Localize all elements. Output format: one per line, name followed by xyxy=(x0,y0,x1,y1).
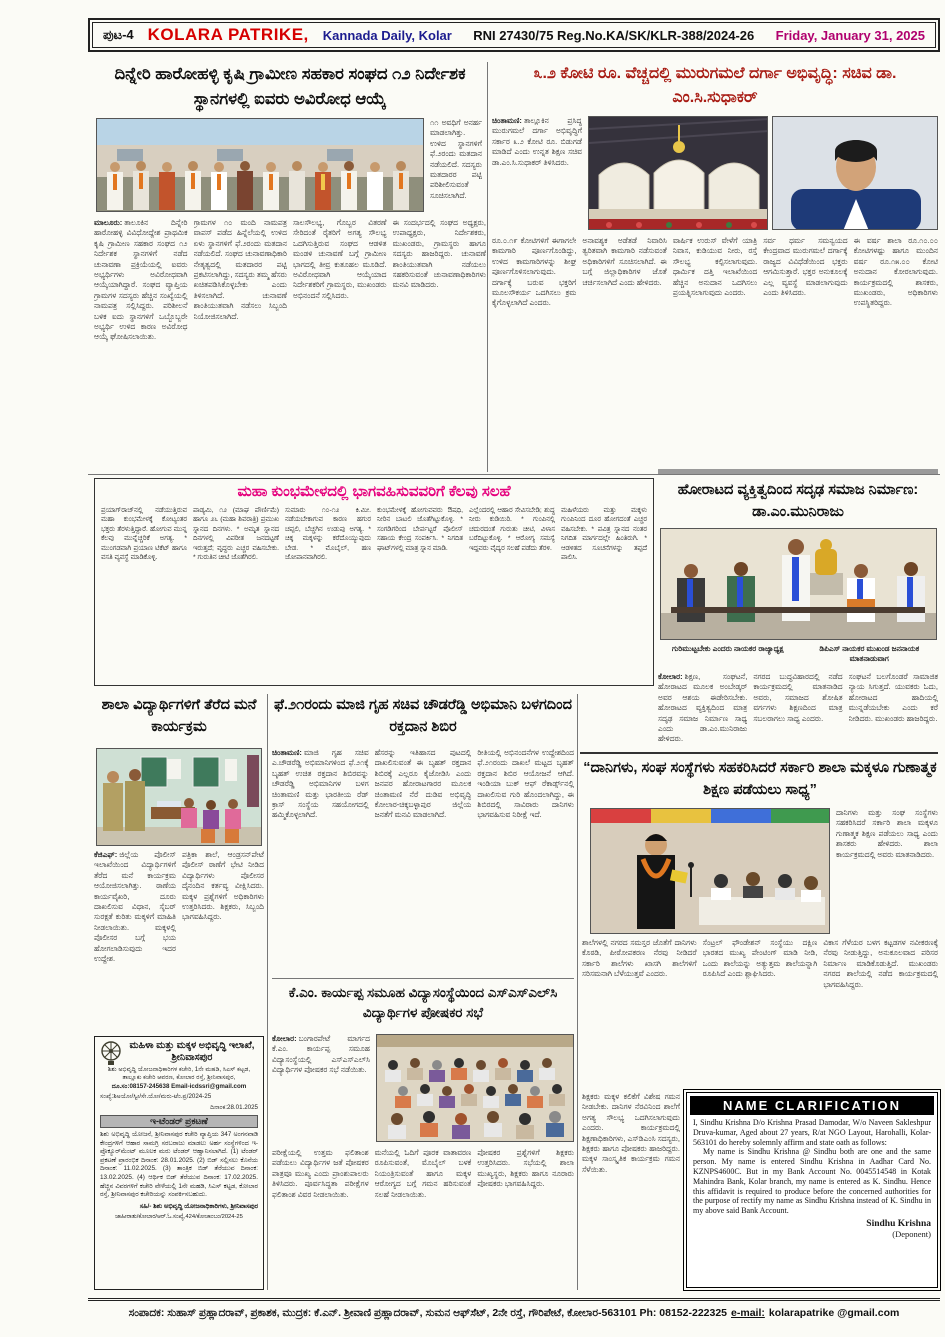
parents-col-3: ಪೋಷಕರ ಪ್ರಶ್ನೆಗಳಿಗೆ ಶಿಕ್ಷಕರು ಉತ್ತರಿಸಿದರು. ಸಭೆಯಲ್ಲಿ ಶಾಲಾ ಮುಖ್ಯಸ್ಥರು, ಶಿಕ್ಷಕರು ಹಾಗೂ ನೂರಾರು ಪೋಷಕರು ಭಾಗವಹಿಸಿದ್ದರು. xyxy=(477,1148,575,1189)
coop-col-3: ಸಾಲಸೌಲಭ್ಯ, ಗೊಬ್ಬರ ವಿತರಣೆ ಸೇರಿದಂತೆ ರೈತರಿಗೆ ಅಗತ್ಯ ಸೌಲಭ್ಯ ಒದಗಿಸುತ್ತಿರುವ ಸಂಘದ ಆಡಳಿತ ಮಂಡಳಿ ಚುನಾವಣೆ ಬಗ್ಗೆ ಗ್ರಾಮೀಣ ಭಾಗದಲ್ಲಿ ತೀವ್ರ ಕುತೂಹಲ ಮೂಡಿದೆ. ಅವಿರೋಧವಾಗಿ ಆಯ್ಕೆಯಾದ ನಿರ್ದೇಶಕರಿಗೆ ಗ್ರಾಮಸ್ಥರು, ಮುಖಂಡರು ಅಭಿನಂದನೆ ಸಲ್ಲಿಸಿದರು. xyxy=(293,218,387,300)
name-clarification-title: NAME CLARIFICATION xyxy=(690,1096,934,1115)
dargah-col-4: ಸರ್ವ ಧರ್ಮ ಸಮನ್ವಯದ ಕೇಂದ್ರವಾದ ಮುರುಗಮಲೆ ದರ್ಗಾಕ್ಕೆ ರಾಜ್ಯದ ವಿವಿಧೆಡೆಯಿಂದ ಭಕ್ತರು ಆಗಮಿಸುತ್ತಾರೆ. ಭಕ್ತರ ಅನುಕೂಲಕ್ಕೆ ಎಲ್ಲ ವ್ಯವಸ್ಥೆ ಮಾಡಲಾಗುವುದು ಎಂದು ತಿಳಿಸಿದರು. xyxy=(763,236,848,298)
struggle-col-1 xyxy=(658,672,747,748)
struggle-body xyxy=(658,672,938,748)
speech-photo-illustration xyxy=(591,809,830,934)
dargah-photo-illustration xyxy=(589,117,768,230)
body-text: ಬಂಗಾರಪೇಟೆ ಮಾರ್ಗದ ಕೆ.ಎಂ. ಕಾರ್ಯಪ್ಪ ಸಮೂಹ ವಿದ್ಯಾಸಂಸ್ಥೆಯಲ್ಲಿ ಎಸ್‌ಎಸ್‌ಎಲ್‌ಸಿ ವಿದ್ಯಾರ್ಥಿಗಳ ಪೋಷಕರ ಸಭೆ ನಡೆಯಿತು. xyxy=(272,1034,370,1075)
kumbh-col-1: ಪ್ರಯಾಗ್‌ರಾಜ್‌ನಲ್ಲಿ ನಡೆಯುತ್ತಿರುವ ಮಹಾ ಕುಂಭಮೇಳಕ್ಕೆ ಕೋಟ್ಯಂತರ ಭಕ್ತರು ತೆರಳುತ್ತಿದ್ದಾರೆ. ಹೋಗುವ ಮುನ್ನ ಕೆಲವು ಮುನ್ನೆಚ್ಚರಿಕೆ ಅಗತ್ಯ. * ಮುಂಗಡವಾಗಿ ಪ್ರಯಾಣ ಟಿಕೆಟ್ ಹಾಗೂ ವಸತಿ ವ್ಯವಸ್ಥೆ ಮಾಡಿಕೊಳ್ಳಿ. xyxy=(101,507,187,562)
dateline: ಚಿಂತಾಮಣಿ: xyxy=(272,748,302,757)
parents-col-1: ಪರೀಕ್ಷೆಯಲ್ಲಿ ಉತ್ತಮ ಫಲಿತಾಂಶ ಪಡೆಯಲು ವಿದ್ಯಾರ್ಥಿಗಳ ಜತೆ ಪೋಷಕರ ಪಾತ್ರವೂ ಮುಖ್ಯ ಎಂದು ಪ್ರಾಂಶುಪಾಲರು ತಿಳಿಸಿದರು. ಪೂರ್ವಸಿದ್ಧತಾ ಪರೀಕ್ಷೆಗಳ ಫಲಿತಾಂಶ ವಿವರ ನೀಡಲಾಯಿತು. xyxy=(272,1148,369,1199)
classroom-photo-illustration xyxy=(97,749,262,846)
deponent-signature: Sindhu Krishna xyxy=(866,1218,931,1229)
blood-col-3: ರೀತಿಯಲ್ಲಿ ಅಭಿನಂದನೆಗಳ ಉದ್ದೇಶದಿಂದ ಫೆ.೨೧ರಂದು ದಾಖಲೆ ಮಟ್ಟದ ಬೃಹತ್ ರಕ್ತದಾನ ಶಿಬಿರ ಆಯೋಜನೆ ಆಗಿದೆ. ಇಂಡಿಯಾ ಬುಕ್ ಆಫ್ ರೆಕಾರ್ಡ್ಸ್‌ನಲ್ಲಿ ದಾಖಲಿಸುವ ಗುರಿ ಹೊಂದಲಾಗಿದ್ದು, ಈ ಶಿಬಿರದಲ್ಲಿ ಸಾವಿರಾರು ದಾನಿಗಳು ಭಾಗವಹಿಸುವ ನಿರೀಕ್ಷೆ ಇದೆ. xyxy=(477,748,575,820)
heavy-rule xyxy=(580,752,938,754)
kumbh-col-4: ಕುಂಭಮೇಳಕ್ಕೆ ಹೋಗುವವರು ಔಷಧಿ, ನೀರಿನ ಬಾಟಲಿ ಜೊತೆಗಿಟ್ಟುಕೊಳ್ಳಿ. * ಸಂಗಡಿಗರಿಂದ ಬೇರ್ಪಟ್ಟರೆ ಪೊಲೀಸ್ ಸಹಾಯ ಕೇಂದ್ರ ಸಂಪರ್ಕಿಸಿ. * ನಿಗದಿತ ಘಾಟ್‌ಗಳಲ್ಲಿ ಮಾತ್ರ ಸ್ನಾನ ಮಾಡಿ. xyxy=(377,507,463,552)
photo-caption: ಡಿಪಿಎಸ್ ನಾಯಕರ ಮುಖಂಡ ಜನನಾಯಕ ಮಾತನಾಡುವಾಗ xyxy=(819,644,920,663)
portrait-illustration xyxy=(773,117,938,230)
coop-col-2: ಗ್ರಾಮಗಳ ೧೦ ಮಂದಿ ನಾಮಪತ್ರ ವಾಪಸ್ ಪಡೆದ ಹಿನ್ನೆಲೆಯಲ್ಲಿ ಉಳಿದ ಏಳು ಸ್ಥಾನಗಳಿಗೆ ಫೆ.೨ರಂದು ಮತದಾನ ನಡೆಯಲಿದೆ. ಸಂಘದ ಚುನಾವಣಾಧಿಕಾರಿ ನೇತೃತ್ವದಲ್ಲಿ ಮತದಾರರ ಪಟ್ಟಿ ಪ್ರಕಟಿಸಲಾಗಿದ್ದು, ಸದಸ್ಯರು ತಮ್ಮ ಹೆಸರು ಖಚಿತಪಡಿಸಿಕೊಳ್ಳಬೇಕು ಎಂದು ತಿಳಿಸಲಾಗಿದೆ. ಚುನಾವಣೆ ಶಾಂತಿಯುತವಾಗಿ ನಡೆಸಲು ಸಿಬ್ಬಂದಿ ನಿಯೋಜಿಸಲಾಗಿದೆ. xyxy=(193,218,287,321)
kumbh-col-3: ಸುಮಾರು ೧೦-೧೨ ಕಿ.ಮೀ. ನಡೆಯಬೇಕಾಗುವ ಕಾರಣ ಹಗುರ ಚಪ್ಪಲಿ, ಬೆಚ್ಚಗಿನ ಉಡುಪು ಅಗತ್ಯ. * ಚಿಕ್ಕ ಮಕ್ಕಳನ್ನು ಕರೆದೊಯ್ಯುವುದು ಬೇಡ. * ಮೊಬೈಲ್, ಹಣ ಜೋಪಾನವಾಗಿರಲಿ. xyxy=(285,507,371,562)
blood-body xyxy=(272,748,574,974)
issue-date: Friday, January 31, 2025 xyxy=(775,27,925,43)
parents-intro xyxy=(272,1034,370,1144)
column-rule xyxy=(577,694,578,1290)
tender-address: ಶಿಶು ಅಭಿವೃದ್ಧಿ ಯೋಜನಾಧಿಕಾರಿಗಳ ಕಚೇರಿ, 1ನೇ ಮಹಡಿ, ಸಿಎಸ್ ಕಟ್ಟಡ, ತಾಲ್ಲೂಕು ಕಚೇರಿ ಆವರಣ, ಕೋಲಾರ ರಸ್ತೆ, ಶ್ರೀನಿವಾಸಪುರ, xyxy=(107,1066,251,1082)
struggle-col-2: ನಗರದ ಬುದ್ಧವಿಹಾರದಲ್ಲಿ ನಡೆದ ಕಾರ್ಯಕ್ರಮದಲ್ಲಿ ಮಾತನಾಡಿದ ಅವರು, ಸಮಾಜದ ಶೋಷಿತ ವರ್ಗಗಳು ಶಿಕ್ಷಣದಿಂದ ಮಾತ್ರ ಸಬಲರಾಗಲು ಸಾಧ್ಯ ಎಂದರು. xyxy=(753,672,843,723)
headline-blood-camp: ಫೆ.೨೧ರಂದು ಮಾಜಿ ಗೃಹ ಸಚಿವ ಚೌಡರೆಡ್ಡಿ ಅಭಿಮಾನಿ ಬಳಗದಿಂದ ರಕ್ತದಾನ ಶಿಬಿರ xyxy=(274,697,572,735)
parents-col-2: ಮನೆಯಲ್ಲಿ ಓದಿಗೆ ಪೂರಕ ವಾತಾವರಣ ರೂಪಿಸುವಂತೆ, ಮೊಬೈಲ್ ಬಳಕೆ ನಿಯಂತ್ರಿಸುವಂತೆ ಹಾಗೂ ಮಕ್ಕಳ ಆರೋಗ್ಯದ ಬಗ್ಗೆ ಗಮನ ಹರಿಸುವಂತೆ ಸಲಹೆ ನೀಡಲಾಯಿತು. xyxy=(374,1148,472,1199)
parents-meeting-photo xyxy=(376,1034,574,1142)
affidavit-paragraph-1: I, Sindhu Krishna D/o Krishna Prasad Damodar, W/o Naveen Sakleshpur Druva-kumar, Aged about 27 years, R/at NGO Layout, Harohalli, Kolar-563101 do hereby solemnly affirm and state oath as follows: xyxy=(693,1118,931,1147)
openhouse-col-2: ಪತ್ರಿಕಾ ಶಾಲೆ, ಆಂಡ್ರಸನ್‌ಪೇಟೆ ಪೊಲೀಸ್ ಠಾಣೆಗೆ ಭೇಟಿ ನೀಡಿದ ವಿದ್ಯಾರ್ಥಿಗಳು ಪೊಲೀಸರ ದೈನಂದಿನ ಕರ್ತವ್ಯ ವೀಕ್ಷಿಸಿದರು. ಮಕ್ಕಳ ಪ್ರಶ್ನೆಗಳಿಗೆ ಅಧಿಕಾರಿಗಳು ಉತ್ತರಿಸಿದರು. ಶಿಕ್ಷಕರು, ಸಿಬ್ಬಂದಿ ಭಾಗವಹಿಸಿದ್ದರು. xyxy=(182,850,264,922)
parents-body xyxy=(272,1148,574,1288)
openhouse-col-1 xyxy=(94,850,176,1030)
newspaper-title: KOLARA PATRIKE, xyxy=(147,25,309,44)
openhouse-body xyxy=(94,850,264,1030)
dargah-col-5: ಈ ವರ್ಷ ಶಾಲಾ ರೂ.೧೦.೦೦ ಕೋಟಿಗಳಷ್ಟು ಹಾಗೂ ಮುಂದಿನ ವರ್ಷ ರೂ.೧೫.೦೦ ಕೋಟಿ ಅನುದಾನ ಕೋರಲಾಗುವುದು. ಕಾರ್ಯಕ್ರಮದಲ್ಲಿ ಶಾಸಕರು, ಮುಖಂಡರು, ಅಧಿಕಾರಿಗಳು ಉಪಸ್ಥಿತರಿದ್ದರು. xyxy=(853,236,939,308)
dateline: ಕೆಜಿಎಫ್: xyxy=(94,850,118,859)
quote-body xyxy=(582,938,938,1088)
meeting-photo-illustration xyxy=(661,529,937,640)
coop-body xyxy=(94,218,486,470)
quote-col-1: ಶಾಲೆಗಳಲ್ಲಿ ನಗರದ ಸಮಸ್ತರ ಜೊತೆಗೆ ದಾನಿಗಳು ಕೊಠಡಿ, ಪೀಠೋಪಕರಣ ನೆರವು ನೀಡಿದರೆ ಸರ್ಕಾರಿ ಶಾಲೆಗಳು ಖಾಸಗಿ ಶಾಲೆಗಳಿಗೆ ಸರಿಸಮನಾಗಿ ಬೆಳೆಯುತ್ತವೆ ಎಂದರು. xyxy=(582,938,697,979)
kumbh-col-2: ಪಾಡ್ಯಮಿ, ೧೨ (ಮಾಘ ಪೌರ್ಣಿಮೆ) ಹಾಗೂ ೨೬ (ಮಹಾ ಶಿವರಾತ್ರಿ) ಪ್ರಮುಖ ಸ್ನಾನದ ದಿನಗಳು. * ಅಮೃತ ಸ್ನಾನದ ದಿನಗಳಲ್ಲಿ ವಿಪರೀತ ಜನದಟ್ಟಣೆ ಇರುತ್ತದೆ; ವೃದ್ಧರು ಎಚ್ಚರ ವಹಿಸಬೇಕು. * ಗುರುತಿನ ಚೀಟಿ ಜೊತೆಗಿರಲಿ. xyxy=(193,507,279,562)
dateline: ಕೋಲಾರ: xyxy=(658,672,683,681)
kumbh-col-5: ಎಲ್ಲೆಂದರಲ್ಲಿ ಆಹಾರ ಸೇವಿಸಬೇಡಿ; ಶುದ್ಧ ನೀರು ಕುಡಿಯಿರಿ. * ಗುಂಪಿನಲ್ಲಿ ಚದುರದಂತೆ ಗುರುತು ಚೀಟಿ, ವಿಳಾಸ ಬರೆದಿಟ್ಟುಕೊಳ್ಳಿ. * ಆರೋಗ್ಯ ಸಮಸ್ಯೆ ಇದ್ದವರು ವೈದ್ಯರ ಸಲಹೆ ಪಡೆದು ತೆರಳಿ. xyxy=(469,507,555,552)
quote-col-2: ಸೆಂಟ್ರಲ್ ಫೌಂಡೇಶನ್ ಸಂಸ್ಥೆಯು ದಕ್ಷಿಣ ಭಾರತದ ಮುಖ್ಯ ಪೇಂಟಿಂಗ್ ಮಾಡಿ ನೀಡಿ, ಒಂದು ಶಾಲೆಯನ್ನು ಅತ್ಯುತ್ತಮ ಶಾಲೆಯನ್ನಾಗಿ ರೂಪಿಸಿದೆ ಎಂದು ಶ್ಲಾಘಿಸಿದರು. xyxy=(702,938,818,979)
tender-ref-date: ದಿನಾಂಕ:28.01.2025 xyxy=(210,1103,258,1111)
headline-kumbh: ಮಹಾ ಕುಂಭಮೇಳದಲ್ಲಿ ಭಾಗವಹಿಸುವವರಿಗೆ ಕೆಲವು ಸಲಹೆ xyxy=(237,483,511,500)
struggle-captions xyxy=(660,644,937,668)
body-text: ತಾಲ್ಲೂಕಿನ ಪ್ರಸಿದ್ಧ ಮುರುಗಮಲೆ ದರ್ಗಾ ಅಭಿವೃದ್ಧಿಗೆ ಸರ್ಕಾರ ೩.೨ ಕೋಟಿ ರೂ. ಬಿಡುಗಡೆ ಮಾಡಿದೆ ಎಂದು ಉನ್ನತ ಶಿಕ್ಷಣ ಸಚಿವ ಡಾ.ಎಂ.ಸಿ.ಸುಧಾಕರ್ ತಿಳಿಸಿದರು. xyxy=(492,116,582,167)
name-clarification-box xyxy=(686,1092,938,1288)
body-text: ಶಿಕ್ಷಣ, ಸಂಘಟನೆ, ಹೋರಾಟದ ಮೂಲಕ ಅಂಬೇಡ್ಕರ್ ಅವರ ಆಶಯ ಈಡೇರಿಸಬೇಕು. ಹೋರಾಟದ ವ್ಯಕ್ತಿತ್ವದಿಂದ ಮಾತ್ರ ಸದೃಢ ಸಮಾಜ ನಿರ್ಮಾಣ ಸಾಧ್ಯ ಎಂದು ಡಾ.ಎಂ.ಮುನಿರಾಜು ಹೇಳಿದರು. xyxy=(658,672,748,744)
government-emblem-icon xyxy=(100,1040,122,1066)
kumbh-advice-box xyxy=(94,478,654,686)
column-rule xyxy=(267,694,268,1290)
section-rule xyxy=(88,474,940,475)
kumbh-body xyxy=(101,506,647,680)
blood-col-2: ಹೆಸರನ್ನು ಇತಿಹಾಸದ ಪುಟದಲ್ಲಿ ದಾಖಲಿಸುವಂತೆ ಈ ಬೃಹತ್ ರಕ್ತದಾನ ಶಿಬಿರಕ್ಕೆ ಎಲ್ಲರೂ ಕೈಜೋಡಿಸಿ ಎಂದು ಜನಪರ ಹೋರಾಟಗಾರರ ಮೂಲಕ ಚಿಂತಾಮಣಿ ನೆರೆ ದುಡಿವ ಅಭಿವೃದ್ಧಿ ಕೋಲಾರ-ಚಿಕ್ಕಬಳ್ಳಾಪುರ ಜಿಲ್ಲೆಯ ಜನತೆಗೆ ಮನವಿ ಮಾಡಲಾಗಿದೆ. xyxy=(374,748,472,820)
group-photo-illustration xyxy=(97,119,424,212)
tender-title: ಮಹಿಳಾ ಮತ್ತು ಮಕ್ಕಳ ಅಭಿವೃದ್ಧಿ ಇಲಾಖೆ, ಶ್ರೀನಿವಾಸಪುರ xyxy=(129,1040,255,1063)
imprint-text: ಸಂಪಾದಕ: ಸುಹಾಸ್ ಪ್ರಹ್ಲಾದರಾವ್, ಪ್ರಕಾಶಕ, ಮುದ್ರಕ: ಕೆ.ಎನ್. ಶ್ರೀವಾಣಿ ಪ್ರಹ್ಲಾದರಾವ್, ಸುಮನ ಆಫ್‌ಸೆಟ್, 2ನೇ ರಸ್ತೆ, ಗೌರಿಪೇಟೆ, ಕೋಲಾರ-563101 Ph: 08152-222325 xyxy=(128,1306,728,1319)
quote-side-col: ದಾನಿಗಳು ಮತ್ತು ಸಂಘ ಸಂಸ್ಥೆಗಳು ಸಹಕರಿಸಿದರೆ ಸರ್ಕಾರಿ ಶಾಲಾ ಮಕ್ಕಳೂ ಗುಣಾತ್ಮಕ ಶಿಕ್ಷಣ ಪಡೆಯಲು ಸಾಧ್ಯ ಎಂದು ಶಾಸಕರು ಹೇಳಿದರು. ಶಾಲಾ ಕಾರ್ಯಕ್ರಮದಲ್ಲಿ ಅವರು ಮಾತನಾಡಿದರು. xyxy=(836,808,938,859)
blood-col-1 xyxy=(272,748,369,974)
name-clarification-body xyxy=(693,1118,931,1216)
headline-struggle: ಹೋರಾಟದ ವ್ಯಕ್ತಿತ್ವದಿಂದ ಸದೃಢ ಸಮಾಜ ನಿರ್ಮಾಣ: ಡಾ.ಎಂ.ಮುನಿರಾಜು xyxy=(677,482,919,520)
speech-photo xyxy=(590,808,830,934)
dateline: ಚಿಂತಾಮಣಿ: xyxy=(492,116,522,125)
rni-registration: RNI 27430/75 Reg.No.KA/SK/KLR-388/2024-26 xyxy=(473,27,755,43)
tender-body: ಶಿಶು ಅಭಿವೃದ್ಧಿ ಯೋಜನೆ, ಶ್ರೀನಿವಾಸಪುರ ಕಚೇರಿ ವ್ಯಾಪ್ತಿಯ 347 ಅಂಗನವಾಡಿ ಕೇಂದ್ರಗಳಿಗೆ ಆಹಾರ ಸಾಮಗ್ರಿ ಸರಬರಾಜು ಮಾಡಲು ಅರ್ಹ ಸಂಸ್ಥೆಗಳಿಂದ ಇ-ಪ್ರೊಕ್ಯೂರ್‌ಮೆಂಟ್ ಮೂಲಕ ಮರು ಟೆಂಡರ್ ಆಹ್ವಾನಿಸಲಾಗಿದೆ. (1) ಟೆಂಡರ್ ಪ್ರಕಟಣೆ ಪ್ರಾರಂಭಿಕ ದಿನಾಂಕ: 28.01.2025. (2) ಬಿಡ್ ಸಲ್ಲಿಸಲು ಕೊನೆಯ ದಿನಾಂಕ: 11.02.2025. (3) ತಾಂತ್ರಿಕ ಬಿಡ್ ತೆರೆಯುವ ದಿನಾಂಕ: 13.02.2025. (4) ಆರ್ಥಿಕ ಬಿಡ್ ತೆರೆಯುವ ದಿನಾಂಕ: 17.02.2025. ಹೆಚ್ಚಿನ ವಿವರಗಳಿಗೆ ಕಚೇರಿ ವೇಳೆಯಲ್ಲಿ 1ನೇ ಮಹಡಿ, ಸಿಎಸ್ ಕಟ್ಟಡ, ಕೋಲಾರ ರಸ್ತೆ, ಶ್ರೀನಿವಾಸಪುರ ಕಚೇರಿಯನ್ನು ಸಂಪರ್ಕಿಸಬಹುದು. xyxy=(100,1131,258,1199)
coop-col-4: ಈ ಸಂದರ್ಭದಲ್ಲಿ ಸಂಘದ ಅಧ್ಯಕ್ಷರು, ಉಪಾಧ್ಯಕ್ಷರು, ನಿರ್ದೇಶಕರು, ಮುಖಂಡರು, ಗ್ರಾಮಸ್ಥರು ಹಾಗೂ ಸದಸ್ಯರು ಹಾಜರಿದ್ದರು. ಚುನಾವಣೆ ಶಾಂತಿಯುತವಾಗಿ ನಡೆಯಲು ಸಹಕರಿಸುವಂತೆ ಚುನಾವಣಾಧಿಕಾರಿಗಳು ಮನವಿ ಮಾಡಿದರು. xyxy=(392,218,486,290)
struggle-col-3: ಸಂಘಟನೆ ಬಲಗೊಂಡರೆ ಸಾಮಾಜಿಕ ನ್ಯಾಯ ಸಿಗುತ್ತದೆ. ಯುವಕರು ಓದು, ಹೋರಾಟದ ಹಾದಿಯಲ್ಲಿ ಮುನ್ನಡೆಯಬೇಕು ಎಂದು ಕರೆ ನೀಡಿದರು. ಮುಖಂಡರು ಹಾಜರಿದ್ದರು. xyxy=(848,672,938,723)
coop-side-note: ೧೧ ಅವಧಿಗೆ ಅನರ್ಹ ಮಾಡಲಾಗಿತ್ತು. ಉಳಿದ ಸ್ಥಾನಗಳಿಗೆ ಫೆ.೨ರಂದು ಮತದಾನ ನಡೆಯಲಿದೆ. ಸದಸ್ಯರು ಮತದಾರರ ಪಟ್ಟಿ ಪರಿಶೀಲಿಸುವಂತೆ ಸೂಚಿಸಲಾಗಿದೆ. xyxy=(430,118,482,200)
ambedkarite-meeting-photo xyxy=(660,528,937,640)
dateline: ಮಾಲೂರು: xyxy=(94,218,123,227)
tender-ref-row xyxy=(100,1093,258,1102)
dargah-body xyxy=(492,236,938,470)
masthead-bar xyxy=(88,18,940,52)
coop-group-photo xyxy=(96,118,424,212)
minister-portrait-photo xyxy=(772,116,938,230)
affidavit-paragraph-2: My name is Sindhu Krishna @ Sindhu both are one and the same person. My name is entered Sindhu Krishna in Aadhar Card No. KZNPS4600C. But in my Bank Account No. 0045514548 in Kotak Mahindra Bank, Kolar branch, my name is entered as K. Sindhu. Hence this affidavit is required to produce before the concerned authorities for the purpose of rectify my name as Sindhu Krishna instead of K. Sindhu in my above said Bank Account. xyxy=(693,1147,931,1216)
dargah-col-2: ಅನಾವಶ್ಯಕ ಅಡೆತಡೆ ನಿವಾರಿಸಿ ತ್ವರಿತವಾಗಿ ಕಾಮಗಾರಿ ನಡೆಸುವಂತೆ ಅಧಿಕಾರಿಗಳಿಗೆ ಸೂಚಿಸಲಾಗಿದೆ. ಈ ಬಗ್ಗೆ ಜಿಲ್ಲಾಧಿಕಾರಿಗಳ ಜೊತೆ ಚರ್ಚಿಸಲಾಗಿದೆ ಎಂದು ಹೇಳಿದರು. xyxy=(582,236,667,287)
section-band xyxy=(658,469,938,474)
tender-ref-number: ಸಂಖ್ಯೆ:ಶಿಅಯೋ/ಸ್ವೀ/ಸೇ.ಯೋ/ಮರು-ಟೆಂ.ಪ್ರ/2024-25 xyxy=(100,1093,212,1101)
tender-section-title: ಇ-ಟೆಂಡರ್ ಪ್ರಕಟಣೆ xyxy=(100,1115,258,1128)
body-text: ತಾಲೂಕಿನ ದಿನ್ನೇರಿ ಹಾರೋಹಳ್ಳಿ ವಿವಿಧೋದ್ದೇಶ ಪ್ರಾಥಮಿಕ ಕೃಷಿ ಗ್ರಾಮೀಣ ಸಹಕಾರ ಸಂಘದ ೧೨ ನಿರ್ದೇಶಕ ಸ್ಥಾನಗಳಿಗೆ ನಡೆದ ಚುನಾವಣಾ ಪ್ರಕ್ರಿಯೆಯಲ್ಲಿ ಐವರು ಅಭ್ಯರ್ಥಿಗಳು ಅವಿರೋಧವಾಗಿ ಆಯ್ಕೆಯಾಗಿದ್ದಾರೆ. ಸಂಘದ ವ್ಯಾಪ್ತಿಯ ಗ್ರಾಮಗಳ ಸದಸ್ಯರು ಹೆಚ್ಚಿನ ಸಂಖ್ಯೆಯಲ್ಲಿ ನಾಮಪತ್ರ ಸಲ್ಲಿಸಿದ್ದರು. ಪರಿಶೀಲನೆ ಬಳಿಕ ಐದು ಸ್ಥಾನಗಳಿಗೆ ಒಬ್ಬೊಬ್ಬರೇ ಅಭ್ಯರ್ಥಿ ಉಳಿದ ಕಾರಣ ಅವಿರೋಧ ಆಯ್ಕೆ ಘೋಷಿಸಲಾಯಿತು. xyxy=(94,218,188,342)
headline-quote: “ದಾನಿಗಳು, ಸಂಘ ಸಂಸ್ಥೆಗಳು ಸಹಕರಿಸಿದರೆ ಸರ್ಕಾರಿ ಶಾಲಾ ಮಕ್ಕಳೂ ಗುಣಾತ್ಮಕ ಶಿಕ್ಷಣ ಪಡೆಯಲು ಸಾಧ್ಯ” xyxy=(583,760,937,798)
imprint-line xyxy=(88,1298,940,1322)
tender-footer-ref: ಜಾಹೀರಾತು/ಕೋಲಾರ/ಆರ್.ಓ.ಸಂಖ್ಯೆ,424/ಕೋಚಾಂಬಂ/2024-25 xyxy=(115,1214,243,1221)
column-rule xyxy=(487,62,488,472)
newspaper-subtitle: Kannada Daily, Kolar xyxy=(322,27,452,43)
dargah-interior-photo xyxy=(588,116,768,230)
masthead-row xyxy=(92,22,936,48)
tender-header xyxy=(100,1040,258,1066)
body-text: ಮಾಜಿ ಗೃಹ ಸಚಿವ ಎ.ಚೌಡರೆಡ್ಡಿ ಅಭಿಮಾನಿಗಳಿಂದ ಫೆ.೨೧ಕ್ಕೆ ಬೃಹತ್ ಉಚಿತ ರಕ್ತದಾನ ಶಿಬಿರವನ್ನು ಚೌಡರೆಡ್ಡಿ ಅಭಿಮಾನಿಗಳ ಬಳಗ ಚಿಂತಾಮಣಿ ಮತ್ತು ಭಾರತೀಯ ರೆಡ್ ಕ್ರಾಸ್ ಸಂಸ್ಥೆಯ ಸಹಯೋಗದಲ್ಲಿ ಹಮ್ಮಿಕೊಳ್ಳಲಾಗಿದೆ. xyxy=(272,748,369,820)
police-open-house-photo xyxy=(96,748,262,846)
crowd-photo-illustration xyxy=(377,1035,574,1142)
tender-signature: ಸಹಿ/- ಶಿಶು ಅಭಿವೃದ್ಧಿ ಯೋಜನಾಧಿಕಾರಿಗಳು, ಶ್ರೀನಿವಾಸಪುರ xyxy=(139,1202,258,1210)
deponent-label: (Deponent) xyxy=(892,1228,931,1239)
headline-parents-meet: ಕೆ.ಎಂ. ಕಾರ್ಯಪ್ಪ ಸಮೂಹ ವಿದ್ಯಾಸಂಸ್ಥೆಯಿಂದ ಎಸ್‌ಎಸ್‌ಎಲ್‌ಸಿ ವಿದ್ಯಾರ್ಥಿಗಳ ಪೋಷಕರ ಸಭೆ xyxy=(288,985,558,1020)
quote-col-3: ವಿಕಾಸ ಗೆಳೆಯರ ಬಳಗ ಕಟ್ಟಡಗಳ ನವೀಕರಣಕ್ಕೆ ನೆರವು ನೀಡುತ್ತಿದ್ದು, ಅನುಕೂಲವಾದ ಪರಿಸರ ನಿರ್ಮಾಣ ಮಾಡಿಕೊಡುತ್ತಿದೆ. ಮುಖಂಡರು ನಗರದ ಶಾಲೆಯಲ್ಲಿ ನಡೆದ ಕಾರ್ಯಕ್ರಮದಲ್ಲಿ ಭಾಗವಹಿಸಿದ್ದರು. xyxy=(823,938,939,989)
photo-caption: ಗುರಿಮುಟ್ಟಬೇಕು ಎಂದರು ನಾಯಕರ ರಾಜ್ಯಾಧ್ಯಕ್ಷ xyxy=(671,644,784,653)
tender-ref-date-row xyxy=(100,1104,258,1113)
kumbh-col-6: ಮಹಿಳೆಯರು ಮತ್ತು ಮಕ್ಕಳು ಗುಂಪಿನಿಂದ ದೂರ ಹೋಗದಂತೆ ಎಚ್ಚರ ವಹಿಸಬೇಕು. * ಪವಿತ್ರ ಸ್ನಾನದ ನಂತರ ನಿಗದಿತ ಮಾರ್ಗದಲ್ಲೇ ಹಿಂತಿರುಗಿ. * ಆಡಳಿತದ ಸೂಚನೆಗಳನ್ನು ತಪ್ಪದೆ ಪಾಲಿಸಿ. xyxy=(561,507,647,562)
section-rule xyxy=(272,978,574,979)
headline-coop-election: ದಿನ್ನೇರಿ ಹಾರೋಹಳ್ಳಿ ಕೃಷಿ ಗ್ರಾಮೀಣ ಸಹಕಾರ ಸಂಘದ ೧೨ ನಿರ್ದೇಶಕ ಸ್ಥಾನಗಳಲ್ಲಿ ಐವರು ಅವಿರೋಧ ಆಯ್ಕೆ xyxy=(114,65,466,108)
body-text: ಜಿಲ್ಲೆಯ ಪೊಲೀಸ್ ಇಲಾಖೆಯಿಂದ ವಿದ್ಯಾರ್ಥಿಗಳಿಗೆ ತೆರೆದ ಮನೆ ಕಾರ್ಯಕ್ರಮ ಆಯೋಜಿಸಲಾಗಿತ್ತು. ಠಾಣೆಯ ಕಾರ್ಯವೈಖರಿ, ದೂರು ದಾಖಲಿಸುವ ವಿಧಾನ, ಸೈಬರ್ ಸುರಕ್ಷತೆ ಕುರಿತು ಮಕ್ಕಳಿಗೆ ಮಾಹಿತಿ ನೀಡಲಾಯಿತು. ಮಕ್ಕಳಲ್ಲಿ ಪೊಲೀಸರ ಬಗ್ಗೆ ಭಯ ಹೋಗಲಾಡಿಸುವುದು ಇದರ ಉದ್ದೇಶ. xyxy=(94,850,176,964)
dargah-col-1: ರೂ.೦.೧೯ ಕೋಟಿಗಳಿಗೆ ಈಗಾಗಲೇ ಕಾಮಗಾರಿ ಪೂರ್ಣಗೊಂಡಿದ್ದು, ಉಳಿದ ಕಾಮಗಾರಿಗಳನ್ನು ಶೀಘ್ರ ಪೂರ್ಣಗೊಳಿಸಲಾಗುವುದು. ದರ್ಗಾಕ್ಕೆ ಬರುವ ಭಕ್ತರಿಗೆ ಮೂಲಸೌಕರ್ಯ ಒದಗಿಸಲು ಕ್ರಮ ಕೈಗೊಳ್ಳಲಾಗಿದೆ ಎಂದರು. xyxy=(492,236,577,308)
coop-col-1 xyxy=(94,218,188,470)
headline-dargah: ೩.೨ ಕೋಟಿ ರೂ. ವೆಚ್ಚದಲ್ಲಿ ಮುರುಗಮಲೆ ದರ್ಗಾ ಅಭಿವೃದ್ಧಿ: ಸಚಿವ ಡಾ. ಎಂ.ಸಿ.ಸುಧಾಕರ್ xyxy=(533,65,897,106)
quote-continuation-col: ಶಿಕ್ಷಕರು ಮಕ್ಕಳ ಕಲಿಕೆಗೆ ವಿಶೇಷ ಗಮನ ನೀಡಬೇಕು. ದಾನಿಗಳ ನೆರವಿನಿಂದ ಶಾಲೆಗೆ ಅಗತ್ಯ ಸೌಲಭ್ಯ ಒದಗಿಸಲಾಗುವುದು ಎಂದರು. ಕಾರ್ಯಕ್ರಮದಲ್ಲಿ ಶಿಕ್ಷಣಾಧಿಕಾರಿಗಳು, ಎಸ್‌ಡಿಎಂಸಿ ಸದಸ್ಯರು, ಶಿಕ್ಷಕರು ಹಾಗೂ ಪೋಷಕರು ಹಾಜರಿದ್ದರು. ಮಕ್ಕಳ ಸಾಂಸ್ಕೃತಿಕ ಕಾರ್ಯಕ್ರಮ ಗಮನ ಸೆಳೆಯಿತು. xyxy=(582,1092,680,1174)
dargah-col-3: ವಾರ್ಷಿಕ ಉರುಸ್ ವೇಳೆಗೆ ಯಾತ್ರಿ ನಿವಾಸ, ಕುಡಿಯುವ ನೀರು, ರಸ್ತೆ ಸೌಲಭ್ಯ ಕಲ್ಪಿಸಲಾಗುವುದು. ಧಾರ್ಮಿಕ ದತ್ತಿ ಇಲಾಖೆಯಿಂದ ಹೆಚ್ಚಿನ ಅನುದಾನ ಒದಗಿಸಲು ಪ್ರಯತ್ನಿಸಲಾಗುವುದು ಎಂದರು. xyxy=(672,236,758,298)
email-address: kolarapatrike @gmail.com xyxy=(768,1307,900,1319)
page-number-label: ಪುಟ-4 xyxy=(103,27,134,42)
tender-notice-box xyxy=(94,1036,264,1290)
headline-openhouse: ಶಾಲಾ ವಿದ್ಯಾರ್ಥಿಗಳಿಗೆ ತೆರೆದ ಮನೆ ಕಾರ್ಯಕ್ರಮ xyxy=(101,697,257,735)
email-label: e-mail: xyxy=(731,1307,765,1319)
dargah-intro xyxy=(492,116,582,232)
dateline: ಕೋಲಾರ: xyxy=(272,1034,297,1043)
tender-contact: ದೂ.ಸಂ:08157-245638 Email-icdssri@gmail.com xyxy=(111,1082,247,1090)
